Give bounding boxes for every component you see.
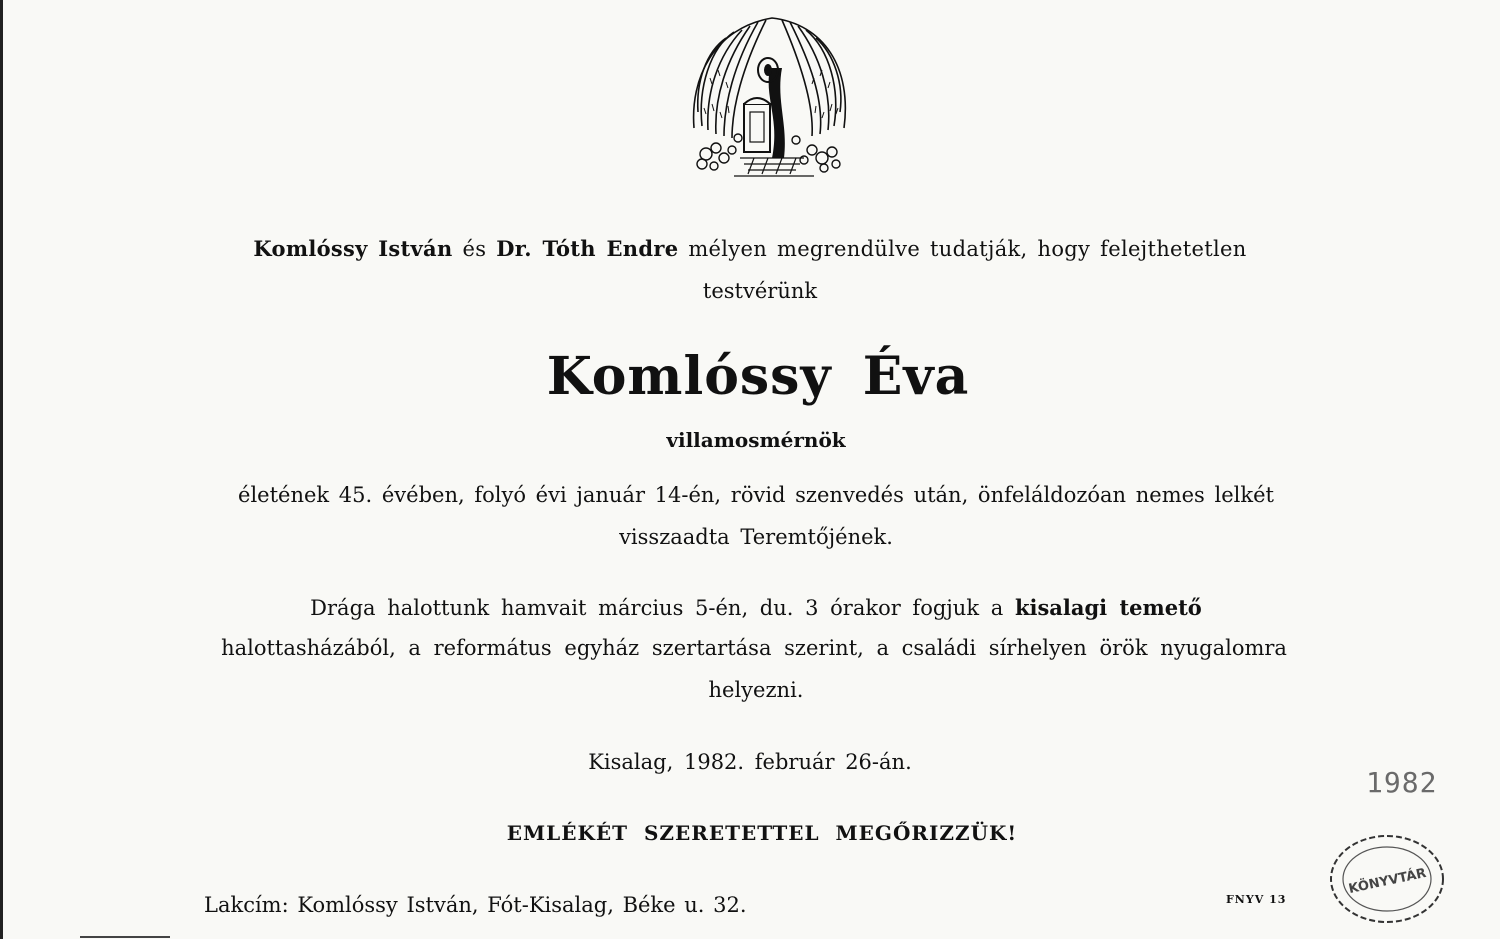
cemetery-name: kisalagi temető — [1014, 595, 1202, 620]
intro-line — [0, 236, 1500, 261]
intro-text: mélyen megrendülve tudatják, hogy felejthetetlen — [688, 237, 1247, 261]
weeping-willow-grave-icon — [684, 8, 858, 180]
paragraph-1-line-1: életének 45. évében, folyó évi január 14-én, rövid szenvedés után, önfeláldozóan nemes lelkét — [238, 483, 1274, 507]
sender-name-2: Dr. Tóth Endre — [496, 236, 679, 261]
sender-name-1: Komlóssy István — [253, 236, 453, 261]
archive-number: 1982 — [1366, 766, 1438, 799]
library-stamp-icon — [1328, 833, 1446, 925]
paragraph-2-line-1 — [6, 595, 1500, 620]
bottom-rule — [80, 936, 170, 938]
printer-code: FNYV 13 — [1226, 893, 1287, 906]
stamp-text: KÖNYVTÁR — [1347, 865, 1428, 897]
paragraph-2-line-2: halottasházából, a református egyház szertartása szerint, a családi sírhelyen örök nyugalomra — [221, 636, 1287, 660]
address: Lakcím: Komlóssy István, Fót-Kisalag, Béke u. 32. — [204, 893, 747, 917]
conjunction: és — [462, 237, 487, 261]
paragraph-1-line-2: visszaadta Teremtőjének. — [619, 525, 893, 549]
motto: EMLÉKÉT SZERETETTEL MEGŐRIZZÜK! — [506, 821, 1018, 845]
intro-line-2: testvérünk — [702, 279, 818, 303]
paragraph-2-line-3: helyezni. — [708, 678, 804, 702]
deceased-name: Komlóssy Éva — [546, 346, 970, 407]
funeral-text: Drága halottunk hamvait március 5-én, du. 3 órakor fogjuk a — [310, 596, 1004, 620]
deceased-profession: villamosmérnök — [666, 428, 846, 452]
scan-edge — [0, 0, 3, 939]
place-date: Kisalag, 1982. február 26-án. — [588, 750, 912, 774]
